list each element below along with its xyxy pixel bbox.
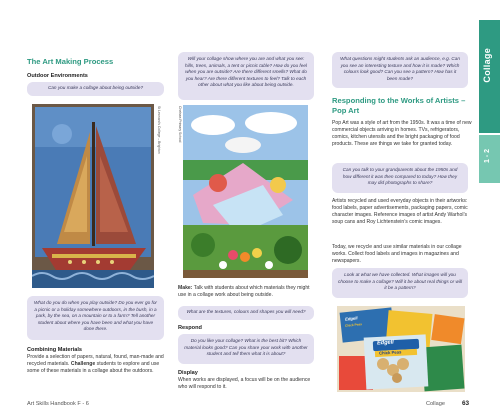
challenge-emphasis: Challenge	[70, 361, 96, 368]
section-tab-label: Collage	[482, 48, 492, 83]
prompt-box: Will your collage show where you are and what you see: hills, trees, animals, a tent or picnic table? How do you feel when you are outside? Are there different smells? What do you hear? Are there different textures to feel? Talk to each other about what you like about being outside.	[178, 52, 314, 100]
paragraph-pop-art: Pop Art was a style of art from the 1950s. It was a time of new commercial objects arriving in homes. TVs, refrigerators, comics, kitchen utensils and the bright packaging of food products. These are things we take for granted today.	[332, 120, 472, 148]
footer-section: Collage	[426, 401, 445, 407]
prompt-box: What questions might students ask an audience, e.g. Can you see an interesting texture and how it is made? Which colours look good? Can you see a pattern? How has it been made?	[332, 52, 468, 88]
section-tab-collage	[479, 20, 500, 133]
sailboat-collage-image	[32, 104, 154, 288]
prompt-box: Do you like your collage? What is the best bit? Which material looks good? Can you share your work with another student and tell them what it is about?	[178, 334, 314, 364]
prompt-box: Can you talk to your grandparents about the 1950s and how different it was then compared to today? How they may did photographs to share?	[332, 163, 468, 193]
footer-book-title: Art Skills Handbook F - 6	[27, 401, 89, 407]
paragraph-make	[178, 285, 318, 299]
paragraph-materials: Provide a selection of papers, natural, found, man-made and recycled materials. Challenge students to explore and use some of these materials in a collage about the outdoors.	[27, 354, 164, 375]
paragraph-today: Today, we recycle and use similar materials in our collage works. Collect food labels and images in magazines and newspapers.	[332, 244, 462, 265]
prompt-box: Can you make a collage about being outside?	[27, 82, 164, 96]
prompt-box: Look at what we have collected. What images will you choose to make a collage? Will it be about real things or will it be a pattern?	[332, 268, 468, 298]
label-product: Chick Peas	[378, 349, 402, 356]
subheading-materials: Combining Materials	[27, 347, 83, 353]
paragraph-artists: Artists recycled and used everyday objects in their artworks: food labels, paper advertisements, packaging papers, comic character images. Reference images of artist Andy Warhol’s soup cans and Roy Lichtenstein’s comic images.	[332, 198, 468, 226]
outdoor-collage-illustration	[183, 105, 308, 278]
subheading-respond: Respond	[178, 325, 202, 331]
level-tab-label: 1 - 2	[484, 149, 491, 164]
outdoor-collage-image	[183, 105, 308, 278]
image-credit-left: St Leonard’s College – Brighton	[157, 106, 161, 154]
subheading-display: Display	[178, 370, 198, 376]
food-label-collage-image	[337, 306, 465, 392]
label-brand: Edgell	[376, 339, 394, 347]
prompt-box: What are the textures, colours and shapes you will need?	[178, 306, 314, 320]
page-number: 63	[462, 400, 470, 407]
section-heading-pop-art: Responding to the Works of Artists – Pop Art	[332, 96, 466, 115]
image-credit-middle: Chelsea Primary School	[178, 106, 182, 143]
sailboat-collage-illustration	[32, 104, 154, 288]
make-text: Talk with students about which materials they might use in a collage work about being outside.	[178, 285, 310, 299]
level-tab	[479, 135, 500, 183]
paragraph-display: When works are displayed, a focus will be on the audience who will respond to it.	[178, 377, 311, 391]
section-heading: The Art Making Process	[27, 57, 114, 66]
make-label: Make:	[178, 285, 193, 291]
prompt-box: What do you do when you play outside? Do you ever go for a picnic or a holiday somewhere outdoors, in the bush, in a park, by the sea, on a mountain or to a farm? Tell another student about where you have been and what you have done there.	[27, 296, 164, 340]
label-brand-2: Edgell	[344, 315, 358, 322]
label-product-2: Chick Peas	[344, 322, 363, 328]
subheading-outdoor: Outdoor Environments	[27, 73, 88, 79]
